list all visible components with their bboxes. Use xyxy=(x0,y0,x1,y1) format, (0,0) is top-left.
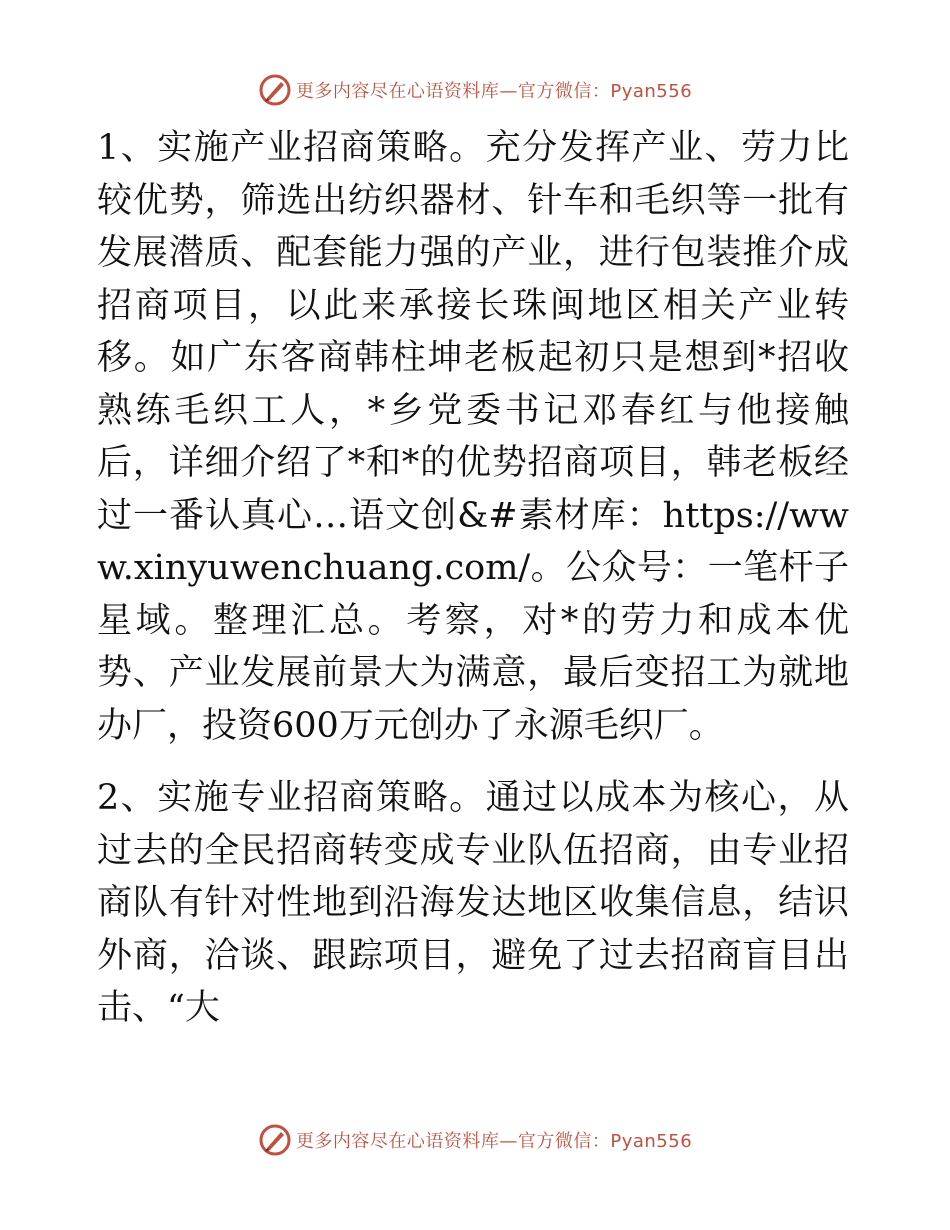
header-banner-text: 更多内容尽在心语资料库—官方微信：Pyan556 xyxy=(295,81,693,102)
paragraph-1: 1、实施产业招商策略。充分发挥产业、劳力比较优势，筛选出纺织器材、针车和毛织等一批有发展潜质、配套能力强的产业，进行包装推介成招商项目，以此来承接长珠闽地区相关产业转移。如广东客商韩柱坤老板起初只是想到*招收熟练毛织工人，*乡党委书记邓春红与他接触后，详细介绍了*和*的优势招商项目，韩老板经过一番认真心…语文创&#素材库：https://www.xinyuwenchuang.com/。公众号：一笔杆子星域。整理汇总。考察，对*的劳力和成本优势、产业发展前景大为满意，最后变招工为就地办厂，投资600万元创办了永源毛织厂。 xyxy=(97,128,849,746)
pen-circle-logo-icon xyxy=(258,73,292,107)
footer-banner xyxy=(0,1120,950,1160)
document-body xyxy=(97,122,849,1035)
paragraph-2: 2、实施专业招商策略。通过以成本为核心，从过去的全民招商转变成专业队伍招商，由专业招商队有针对性地到沿海发达地区收集信息，结识外商，洽谈、跟踪项目，避免了过去招商盲目出击、“大 xyxy=(97,778,849,1028)
header-banner xyxy=(0,70,950,110)
footer-banner-text: 更多内容尽在心语资料库—官方微信：Pyan556 xyxy=(295,1131,693,1152)
pen-circle-logo-icon xyxy=(258,1123,292,1157)
